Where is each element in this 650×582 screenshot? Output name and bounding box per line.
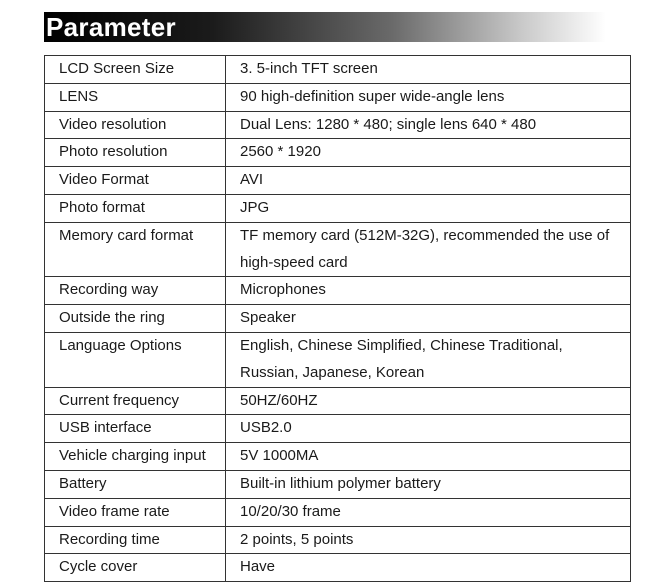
- table-row: [45, 443, 631, 471]
- parameter-value: 50HZ/60HZ: [226, 387, 631, 415]
- parameter-name: Outside the ring: [45, 305, 226, 333]
- parameter-value: AVI: [226, 167, 631, 195]
- parameter-value: English, Chinese Simplified, Chinese Traditional, Russian, Japanese, Korean: [226, 332, 631, 387]
- parameter-name: Battery: [45, 470, 226, 498]
- parameter-name: Cycle cover: [45, 554, 226, 582]
- parameter-name: Vehicle charging input: [45, 443, 226, 471]
- parameter-value: Microphones: [226, 277, 631, 305]
- parameter-value: 2 points, 5 points: [226, 526, 631, 554]
- parameter-name: Memory card format: [45, 222, 226, 277]
- parameter-value: Built-in lithium polymer battery: [226, 470, 631, 498]
- table-row: [45, 167, 631, 195]
- parameter-value: 3. 5-inch TFT screen: [226, 56, 631, 84]
- parameter-name: Photo format: [45, 194, 226, 222]
- table-row: [45, 194, 631, 222]
- table-row: [45, 415, 631, 443]
- table-row: [45, 83, 631, 111]
- table-row: [45, 526, 631, 554]
- parameter-name: Language Options: [45, 332, 226, 387]
- parameter-value: 90 high-definition super wide-angle lens: [226, 83, 631, 111]
- parameter-name: Recording time: [45, 526, 226, 554]
- table-row: [45, 139, 631, 167]
- parameter-name: USB interface: [45, 415, 226, 443]
- parameter-table-body: [45, 56, 631, 582]
- table-row: [45, 554, 631, 582]
- parameter-value: Have: [226, 554, 631, 582]
- parameter-name: Video frame rate: [45, 498, 226, 526]
- table-row: [45, 56, 631, 84]
- section-title: Parameter: [46, 12, 176, 42]
- parameter-value: 2560 * 1920: [226, 139, 631, 167]
- parameter-name: Video resolution: [45, 111, 226, 139]
- parameter-value: USB2.0: [226, 415, 631, 443]
- parameter-value: 5V 1000MA: [226, 443, 631, 471]
- table-row: [45, 305, 631, 333]
- parameter-name: Current frequency: [45, 387, 226, 415]
- table-row: [45, 277, 631, 305]
- parameter-value: Dual Lens: 1280 * 480; single lens 640 * 480: [226, 111, 631, 139]
- parameter-name: Recording way: [45, 277, 226, 305]
- parameter-value: Speaker: [226, 305, 631, 333]
- parameter-name: LENS: [45, 83, 226, 111]
- parameter-value: TF memory card (512M-32G), recommended the use of high-speed card: [226, 222, 631, 277]
- table-row: [45, 498, 631, 526]
- table-row: [45, 387, 631, 415]
- parameter-name: LCD Screen Size: [45, 56, 226, 84]
- parameter-value: 10/20/30 frame: [226, 498, 631, 526]
- table-row: [45, 111, 631, 139]
- table-row: [45, 222, 631, 277]
- parameter-table: [44, 55, 631, 582]
- parameter-name: Photo resolution: [45, 139, 226, 167]
- parameter-name: Video Format: [45, 167, 226, 195]
- section-header: [44, 12, 606, 42]
- parameter-value: JPG: [226, 194, 631, 222]
- table-row: [45, 470, 631, 498]
- table-row: [45, 332, 631, 387]
